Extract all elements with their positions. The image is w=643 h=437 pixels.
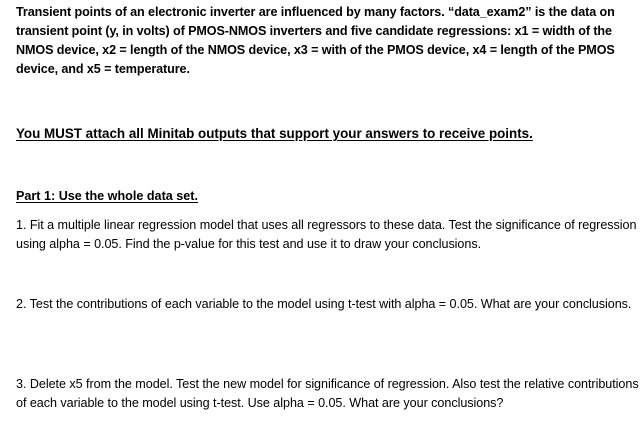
question-3: 3. Delete x5 from the model. Test the new model for significance of regression. Also test the relative contributions of each variable to the model using t-test. Use alpha = 0.05. What are your conclusions? bbox=[16, 377, 639, 410]
question-1: 1. Fit a multiple linear regression model that uses all regressors to these data. Test the significance of regression using alpha = 0.05. Find the p-value for this test and use it to draw your conclusions. bbox=[16, 218, 637, 251]
question-2: 2. Test the contributions of each variable to the model using t-test with alpha = 0.05. What are your conclusions. bbox=[16, 297, 632, 311]
intro-paragraph: Transient points of an electronic inverter are influenced by many factors. “data_exam2” is the data on transient point (y, in volts) of PMOS-NMOS inverters and five candidate regressions: x1 = width of the NMOS device, x2 = length of the NMOS device, x3 = with of the PMOS device, x4 = length of the PMOS device, and x5 = temperature. bbox=[16, 5, 615, 76]
part-1-heading: Part 1: Use the whole data set. bbox=[16, 189, 198, 203]
minitab-warning: You MUST attach all Minitab outputs that support your answers to receive points. bbox=[16, 126, 533, 141]
